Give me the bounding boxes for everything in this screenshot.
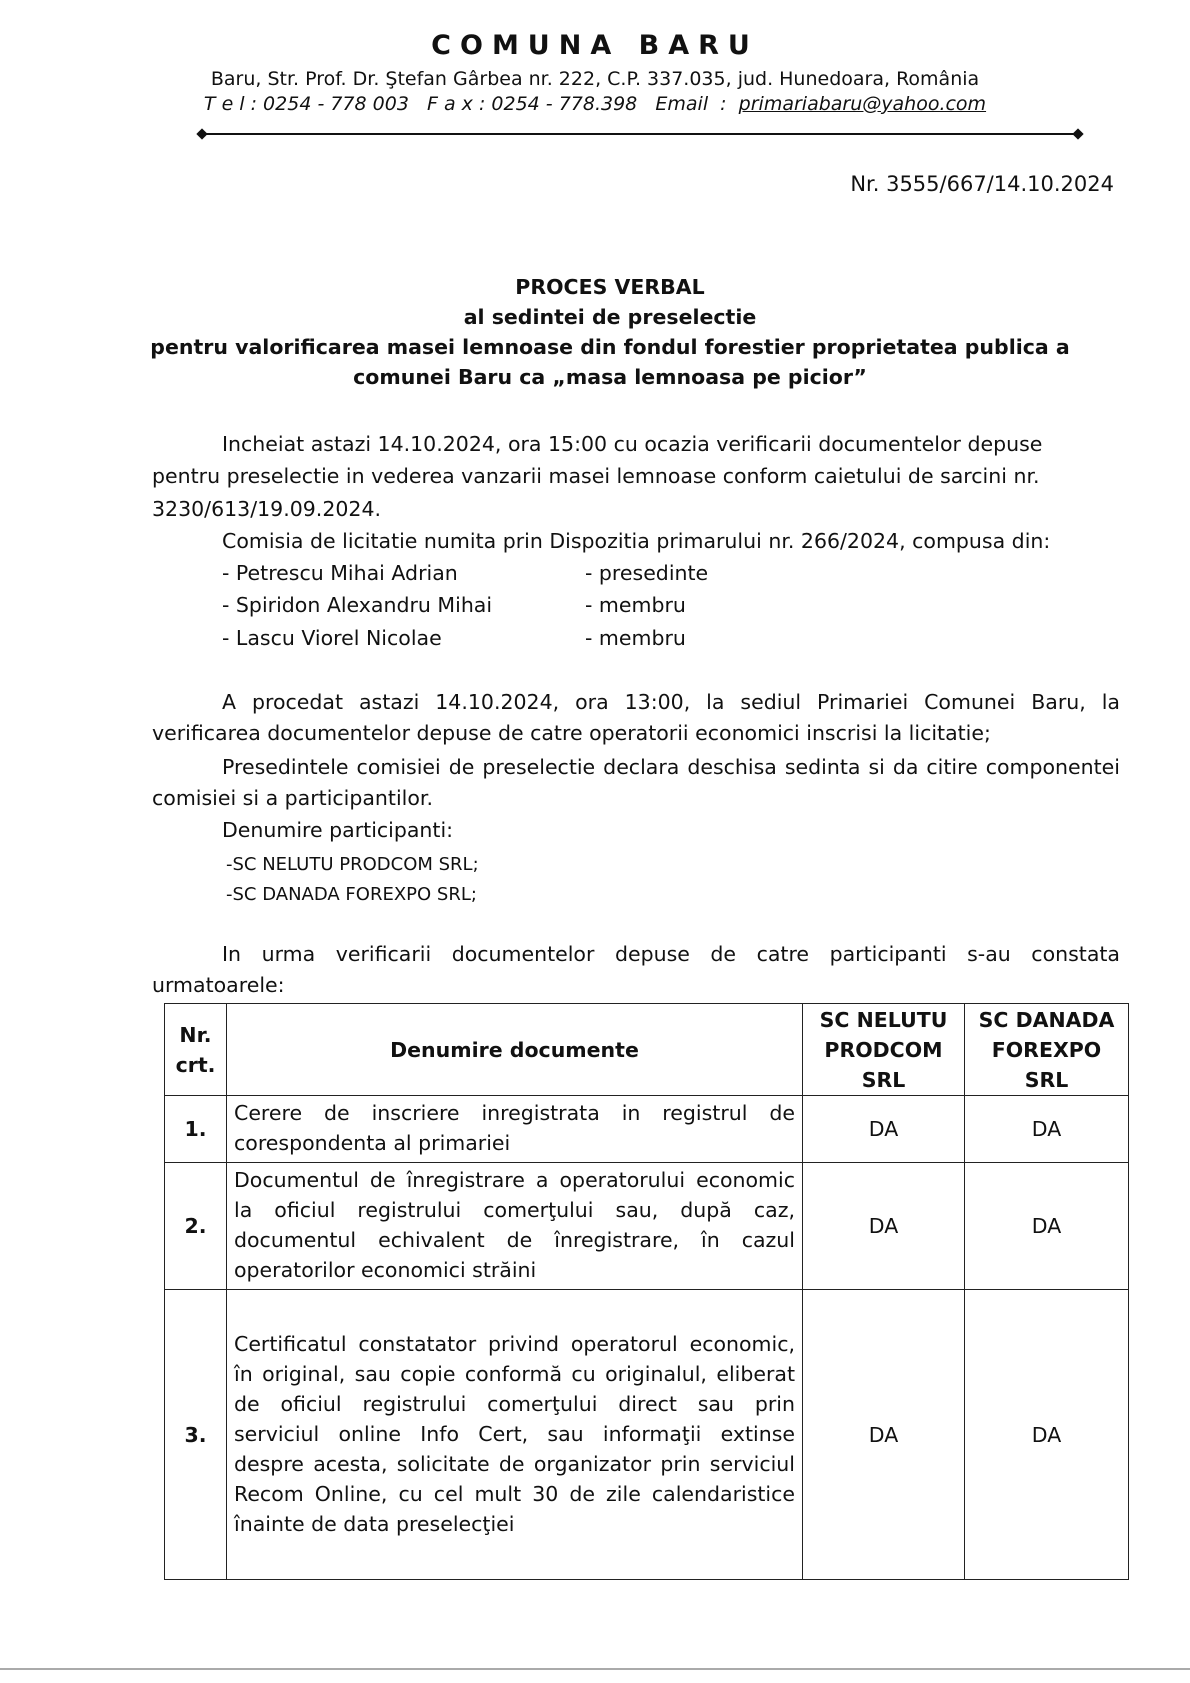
member-role: - presedinte	[585, 561, 709, 585]
title-line-1: PROCES VERBAL	[515, 275, 705, 299]
page-bottom-edge	[0, 1668, 1190, 1670]
row-number: 1.	[165, 1096, 227, 1163]
paragraph-1-line-1: Incheiat astazi 14.10.2024, ora 15:00 cu ocazia verificarii documentelor depuse	[222, 432, 1043, 456]
header-divider	[202, 133, 1078, 135]
email-link[interactable]: primariabaru@yahoo.com	[738, 93, 987, 115]
paragraph-1-line-2: pentru preselectie in vederea vanzarii masei lemnoase conform caietului de sarcini nr.	[152, 464, 1040, 488]
document-name: Certificatul constatator privind operatorul economic, în original, sau copie conformă cu originalul, eliberat de oficiul registrului comerţului direct sau prin serviciul online Info Cert, sau informaţii extinse despre acesta, solicitate de organizator prin serviciul Recom Online, cu cel mult 30 de zile calendaristice înainte de data preselecţiei	[227, 1290, 803, 1580]
paragraph-4-text: In urma verificarii documentelor depuse de catre participanti s-au constata urmatoarele:	[152, 942, 1120, 997]
documents-table	[164, 1003, 1129, 1580]
header-company-2: SC DANADA FOREXPO SRL	[965, 1004, 1129, 1096]
row-number: 3.	[165, 1290, 227, 1580]
document-title	[150, 272, 1070, 392]
organization-address: Baru, Str. Prof. Dr. Ştefan Gârbea nr. 222, C.P. 337.035, jud. Hunedoara, România	[210, 68, 980, 90]
contact-phone-fax: T e l : 0254 - 778 003 F a x : 0254 - 778.398 Email :	[203, 93, 739, 115]
member-name: - Spiridon Alexandru Mihai	[222, 593, 493, 617]
organization-contact	[0, 93, 1190, 115]
company-1-status: DA	[803, 1163, 965, 1290]
title-line-4: comunei Baru ca „masa lemnoasa pe picior”	[353, 365, 867, 389]
table-row	[165, 1096, 1129, 1163]
commission-intro: Comisia de licitatie numita prin Dispozitia primarului nr. 266/2024, compusa din:	[222, 529, 1051, 553]
company-2-status: DA	[965, 1290, 1129, 1580]
participant-item: -SC DANADA FOREXPO SRL;	[226, 884, 477, 905]
paragraph-4	[152, 939, 1120, 1001]
reference-number: Nr. 3555/667/14.10.2024	[850, 172, 1114, 196]
table-row	[165, 1290, 1129, 1580]
company-1-status: DA	[803, 1290, 965, 1580]
document-name: Cerere de inscriere inregistrata in registrul de corespondenta al primariei	[227, 1096, 803, 1163]
paragraph-2	[152, 687, 1120, 749]
title-line-2: al sedintei de preselectie	[463, 305, 757, 329]
company-2-status: DA	[965, 1096, 1129, 1163]
participant-item: -SC NELUTU PRODCOM SRL;	[226, 854, 479, 875]
table-row	[165, 1163, 1129, 1290]
member-role: - membru	[585, 593, 686, 617]
paragraph-3	[152, 752, 1120, 814]
company-2-status: DA	[965, 1163, 1129, 1290]
member-name: - Lascu Viorel Nicolae	[222, 626, 442, 650]
divider-left-diamond	[196, 128, 207, 139]
member-role: - membru	[585, 626, 686, 650]
row-number: 2.	[165, 1163, 227, 1290]
header-company-1: SC NELUTU PRODCOM SRL	[803, 1004, 965, 1096]
organization-title: COMUNA BARU	[431, 30, 759, 61]
paragraph-3-text: Presedintele comisiei de preselectie declara deschisa sedinta si da citire componentei comisiei si a participantilor.	[152, 755, 1120, 810]
paragraph-1-line-3: 3230/613/19.09.2024.	[152, 497, 382, 521]
company-1-status: DA	[803, 1096, 965, 1163]
header-nr: Nr. crt.	[165, 1004, 227, 1096]
paragraph-2-text: A procedat astazi 14.10.2024, ora 13:00, la sediul Primariei Comunei Baru, la verificarea documentelor depuse de catre operatorii economici inscrisi la licitatie;	[152, 690, 1120, 745]
document-name: Documentul de înregistrare a operatorului economic la oficiul registrului comerţului sau, după caz, documentul echivalent de înregistrare, în cazul operatorilor economici străini	[227, 1163, 803, 1290]
participants-heading: Denumire participanti:	[222, 818, 454, 842]
member-name: - Petrescu Mihai Adrian	[222, 561, 458, 585]
table-header-row	[165, 1004, 1129, 1096]
divider-right-diamond	[1072, 128, 1083, 139]
header-document: Denumire documente	[227, 1004, 803, 1096]
title-line-3: pentru valorificarea masei lemnoase din fondul forestier proprietatea publica a	[150, 335, 1070, 359]
